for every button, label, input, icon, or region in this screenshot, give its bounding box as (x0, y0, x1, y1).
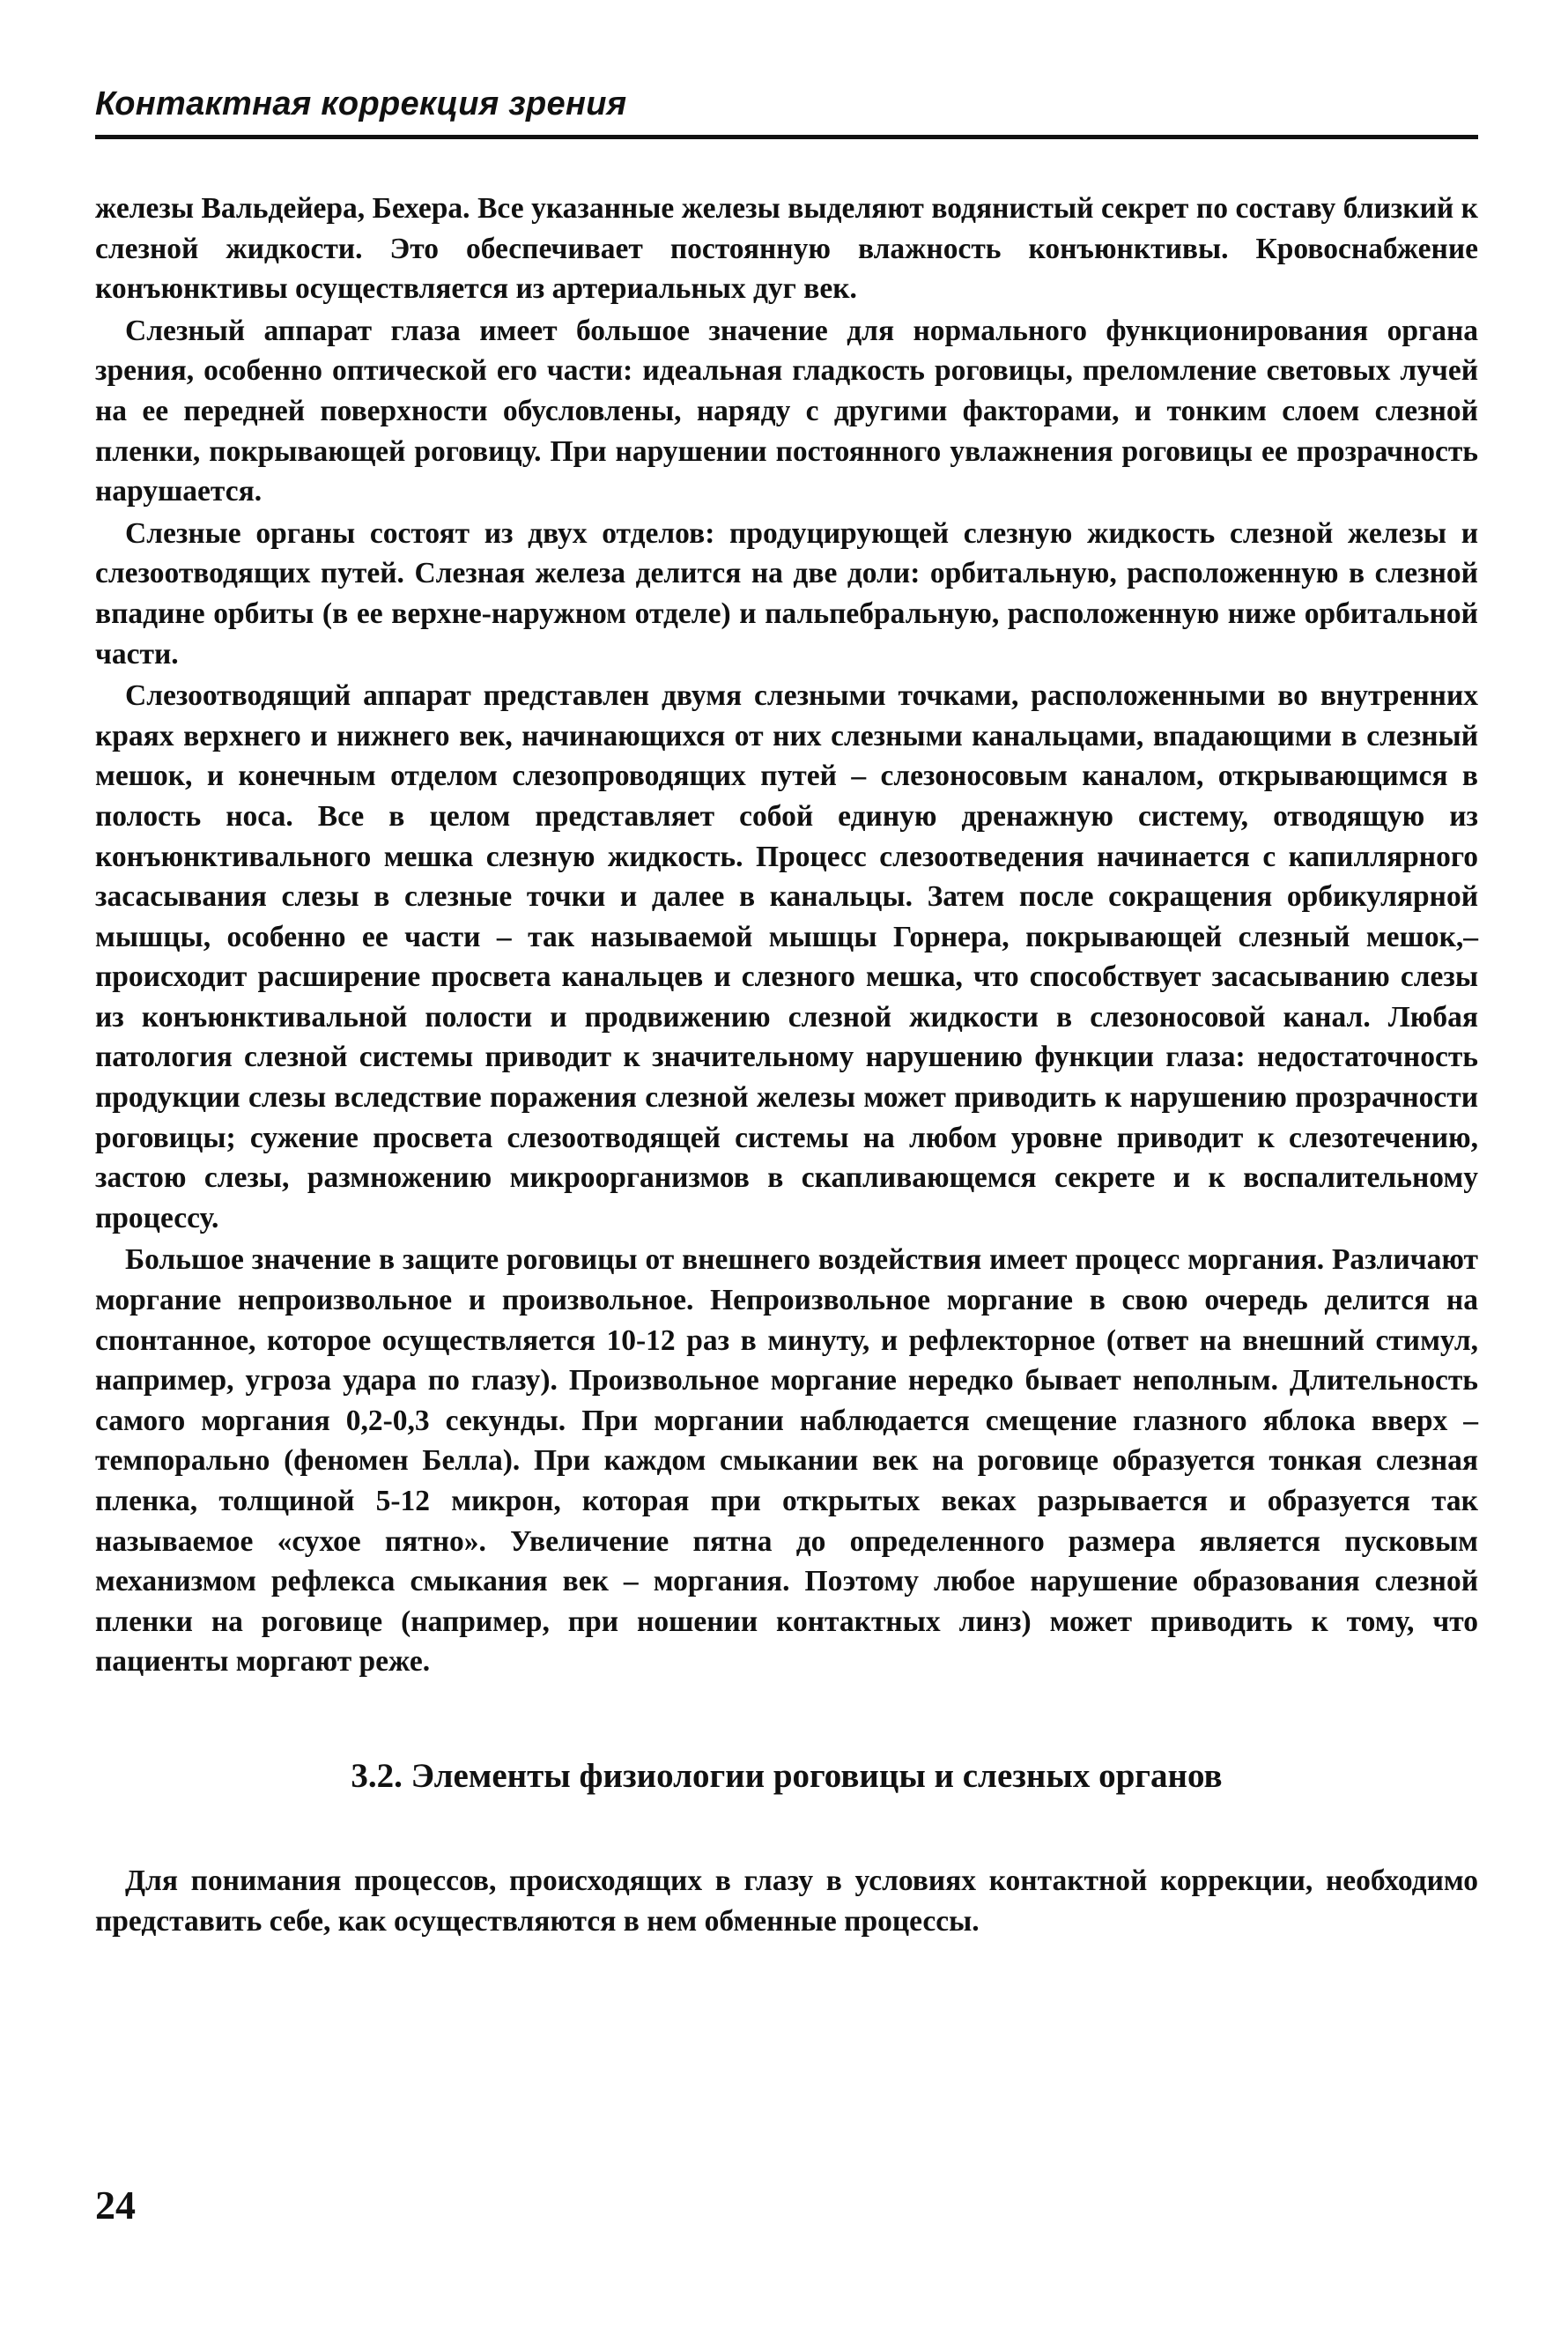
section-heading: 3.2. Элементы физиологии роговицы и слезных органов (351, 1756, 1223, 1795)
running-header: Контактная коррекция зрения (95, 85, 627, 122)
section-paragraph-1: Для понимания процессов, происходящих в глазу в условиях контактной коррекции, необходимо представить себе, как осуществляются в нем обменные процессы. (95, 1864, 1478, 1938)
paragraph-5: Большое значение в защите роговицы от внешнего воздействия имеет процесс моргания. Различают моргание непроизвольное и произвольное. Непроизвольное моргание в свою очередь делится на спонтанное, которое осуществляется 10-12 раз в минуту, и рефлекторное (ответ на внешний стимул, например, угроза удара по глазу). Произвольное моргание нередко бывает неполным. Длительность самого моргания 0,2-0,3 секунды. При моргании наблюдается смещение глазного яблока вверх – темпорально (феномен Белла). При каждом смыкании век на роговице образуется тонкая слезная пленка, толщиной 5-12 микрон, которая при открытых веках разрывается и образуется так называемое «сухое пятно». Увеличение пятна до определенного размера является пусковым механизмом рефлекса смыкания век – моргания. Поэтому любое нарушение образования слезной пленки на роговице (например, при ношении контактных линз) может приводить к тому, что пациенты моргают реже. (95, 1243, 1478, 1679)
book-page (95, 84, 1478, 2260)
paragraph-4: Слезоотводящий аппарат представлен двумя слезными точками, расположенными во внутренних краях верхнего и нижнего век, начинающихся от них слезными канальцами, впадающими в слезный мешок, и конечным отделом слезопроводящих путей – слезоносовым каналом, открывающимся в полость носа. Все в целом представляет собой единую дренажную систему, отводящую из конъюнктивального мешка слезную жидкость. Процесс слезоотведения начинается с капиллярного засасывания слезы в слезные точки и далее в канальцы. Затем после сокращения орбикулярной мышцы, особенно ее части – так называемой мышцы Горнера, покрывающей слезный мешок,– происходит расширение просвета канальцев и слезного мешка, что способствует засасыванию слезы из конъюнктивальной полости и продвижению слезной жидкости в слезоносовой канал. Любая патология слезной системы приводит к значительному нарушению функции глаза: недостаточность продукции слезы вследствие поражения слезной железы может приводить к нарушению прозрачности роговицы; сужение просвета слезоотводящей системы на любом уровне приводит к слезотечению, застою слезы, размножению микроорганизмов в скапливающемся секрете и к воспалительному процессу. (95, 679, 1478, 1234)
paragraph-3: Слезные органы состоят из двух отделов: продуцирующей слезную жидкость слезной железы и слезоотводящих путей. Слезная железа делится на две доли: орбитальную, расположенную в слезной впадине орбиты (в ее верхне-наружном отделе) и пальпебральную, расположенную ниже орбитальной части. (95, 516, 1478, 671)
paragraph-2: Слезный аппарат глаза имеет большое значение для нормального функционирования органа зрения, особенно оптической его части: идеальная гладкость роговицы, преломление световых лучей на ее передней поверхности обусловлены, наряду с другими факторами, и тонким слоем слезной пленки, покрывающей роговицу. При нарушении постоянного увлажнения роговицы ее прозрачность нарушается. (95, 314, 1478, 508)
header-rule (95, 135, 1478, 139)
paragraph-1: железы Вальдейера, Бехера. Все указанные железы выделяют водянистый секрет по составу близкий к слезной жидкости. Это обеспечивает постоянную влажность конъюнктивы. Кровоснабжение конъюнктивы осуществляется из артериальных дуг век. (95, 192, 1478, 306)
page-number: 24 (95, 2183, 136, 2228)
main-text (95, 189, 1478, 1941)
